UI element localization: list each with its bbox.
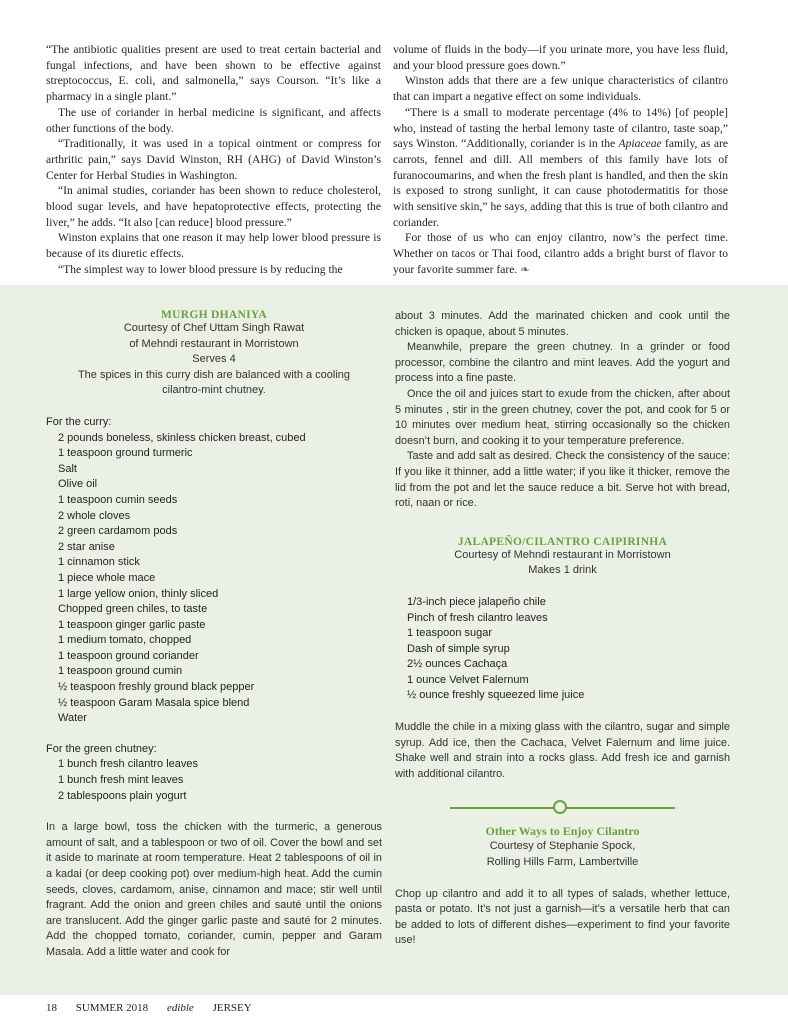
recipes-panel [0,285,788,995]
ingredient-item: 2 star anise [58,540,115,553]
recipe-method-left [46,820,382,960]
ingredient-item: Water [58,712,87,725]
article-paragraph: “In animal studies, coriander has been shown to reduce cholesterol, blood sugar levels, and have hepatoprotective effects, protecting the liver,” he adds. “It also [can reduce] blood pressure.” [46,184,381,229]
ingredient-item: 2 green cardamom pods [58,525,178,538]
article-paragraph [393,230,728,278]
ingredient-item: ½ teaspoon Garam Masala spice blend [58,696,250,709]
ingredient-item: 1 medium tomato, chopped [58,634,192,647]
article-paragraph: “The antibiotic qualities present are used to treat certain bacterial and fungal infections, and have been shown to be effective against streptococcus, E. coli, and salmonella,” says Courson. “It’s like a pharmacy in a single plant.” [46,43,381,104]
article-section [0,0,788,285]
ingredient-item: 1 large yellow onion, thinly sliced [58,587,219,600]
ingredient-item: 2½ ounces Cachaça [407,658,508,671]
recipe-title: MURGH DHANIYA [160,309,268,321]
ingredient-item: 1 piece whole mace [58,571,156,584]
article-paragraph: “Traditionally, it was used in a topical ointment or compress for arthritic pain,” says David Winston, RH (AHG) of David Winston’s Center for Herbal Studies in Washington. [46,137,381,182]
article-paragraph: “The simplest way to lower blood pressure is by reducing the [58,262,343,276]
brand-name: edible [166,1002,194,1014]
article-column-left [46,42,381,278]
chutney-heading: For the green chutney: [46,742,157,755]
recipe-credit: of Mehndi restaurant in Morristown [129,337,299,350]
ingredient-item: ½ ounce freshly squeezed lime juice [407,689,585,702]
ingredient-item: 1 teaspoon ginger garlic paste [58,618,206,631]
section-divider [395,800,730,816]
ingredient-item: 2 whole cloves [58,509,131,522]
ingredient-item: Salt [58,462,77,475]
article-paragraph: The use of coriander in herbal medicine is significant, and affects other functions of the body. [46,105,381,135]
method-paragraph: Muddle the chile in a mixing glass with the cilantro, sugar and simple syrup. Add ice, then the Cachaca, Velvet Falernum and lime juice. Shake well and strain into a rocks glass. Add fresh ice and garnish with additional cilantro. [395,721,730,780]
article-column-right [393,42,728,279]
page-number: 18 [46,1002,57,1014]
recipe-title: JALAPEÑO/CILANTRO CAIPIRINHA [457,535,668,548]
ingredient-item: 2 tablespoons plain yogurt [58,789,187,802]
chutney-ingredient-list [46,757,382,804]
end-mark-icon: ❧ [520,263,530,276]
other-ways-text: Chop up cilantro and add it to all types of salads, whether lettuce, pasta or potato. It’s not just a garnish—it’s a versatile herb that can be added to lots of different dishes—experiment to find your favorite use! [395,887,730,947]
method-paragraph: Once the oil and juices start to exude from the chicken, after about 5 minutes , stir in the green chutney, cover the pot, and cook for 5 or 10 minutes over medium heat, stirring occasionally so the chicken doesn’t burn, and cooking it to your temperature preference. [395,387,730,447]
recipe-serves: Serves 4 [192,353,236,366]
page-footer [46,1002,268,1014]
cocktail-ingredient-list [395,595,730,704]
ingredient-item: 1/3-inch piece jalapeño chile [407,595,546,608]
recipe-makes: Makes 1 drink [528,564,597,577]
ingredient-item: Dash of simple syrup [407,642,510,655]
ingredient-item: 1 teaspoon sugar [407,627,493,640]
brand-region: JERSEY [212,1002,252,1014]
article-text: family, as are carrots, fennel and dill. All members of this family have lots of furanocoumarins, and when the fresh plant is handled, and then the skin is exposed to strong sunlight, it can cause photodermatitis for those with sensitive skin,” he says, adding that this is true of both cilantro and coriander. [393,137,728,229]
curry-ingredient-list [46,431,382,727]
recipe-method-right [395,309,730,512]
curry-heading: For the curry: [46,415,112,428]
recipe-credit: Courtesy of Mehndi restaurant in Morristown [454,548,671,561]
ingredient-item: 1 cinnamon stick [58,556,140,569]
ingredient-item: 1 teaspoon ground coriander [58,649,199,662]
ingredient-item: 1 teaspoon ground turmeric [58,447,193,460]
article-text: For those of us who can enjoy cilantro, now’s the perfect time. Whether on tacos or Thai food, cilantro adds a bright burst of flavor to your favorite summer fare. [393,231,728,276]
other-ways-title: Other Ways to Enjoy Cilantro [485,824,640,839]
divider-circle-icon [553,800,567,814]
ingredient-item: 1 teaspoon cumin seeds [58,493,178,506]
cocktail-method [395,720,730,782]
article-paragraph: Winston adds that there are a few unique characteristics of cilantro that can impart a negative effect on some individuals. [393,74,728,104]
method-paragraph: Taste and add salt as desired. Check the consistency of the sauce: If you like it thinner, add a little water; if you like it thicker, remove the lid from the pot and let the sauce reduce a bit. Serve hot with bread, roti, naan or rice. [395,450,730,510]
method-paragraph: about 3 minutes. Add the marinated chicken and cook until the chicken is opaque, about 5 minutes. [395,310,730,338]
method-paragraph: In a large bowl, toss the chicken with the turmeric, a generous amount of salt, and a tablespoon or two of oil. Cover the bowl and set it aside to marinate at room temperature. Heat 2 tablespoons of oil in a kadai (or deep cooking pot) over medium-high heat. Add the cumin seeds, cloves, cardamom, anise, cinnamon and mace; stir well until fragrant. Add the onion and green chiles and sauté until the onions are translucent. Add the ginger garlic paste and sauté for 2 minutes. Add the chopped tomato, coriander, cumin, pepper and Garam Masala. Add a little water and cook for [46,821,382,958]
article-paragraph [393,105,728,231]
article-paragraph: Winston explains that one reason it may help lower blood pressure is because of its diuretic effects. [46,231,381,261]
ingredient-item: Olive oil [58,478,98,491]
ingredient-item: ½ teaspoon freshly ground black pepper [58,681,255,694]
issue-label: SUMMER 2018 [75,1002,149,1014]
ingredient-item: 1 ounce Velvet Falernum [407,673,529,686]
family-name: Apiaceae [618,137,662,151]
other-ways-credit: Rolling Hills Farm, Lambertville [486,856,639,869]
recipe-credit: Courtesy of Chef Uttam Singh Rawat [123,322,305,334]
magazine-brand [167,1002,268,1014]
ingredient-item: Chopped green chiles, to taste [58,603,208,616]
recipe-column-right [395,309,730,949]
other-ways-credit: Courtesy of Stephanie Spock, [489,840,636,853]
article-paragraph: volume of fluids in the body—if you urinate more, you have less fluid, and your blood pressure goes down.” [393,43,728,72]
method-paragraph: Meanwhile, prepare the green chutney. In a grinder or food processor, combine the cilantro and mint leaves. Add the yogurt and process into a fine paste. [395,341,730,385]
article-text: “There is a small to moderate percentage (4% to 14%) [of people] who, instead of tasting the herbal lemony taste of cilantro, taste soap,” says Winston. “Additionally, coriander is in the [393,105,728,151]
ingredient-item: 1 bunch fresh cilantro leaves [58,758,199,771]
recipe-column-left [46,309,382,961]
ingredient-item: Pinch of fresh cilantro leaves [407,611,548,624]
other-ways-body [395,887,730,949]
ingredient-item: 1 teaspoon ground cumin [58,665,183,678]
ingredient-item: 2 pounds boneless, skinless chicken breast, cubed [58,431,306,444]
recipe-intro: The spices in this curry dish are balanced with a cooling cilantro-mint chutney. [77,368,351,397]
ingredient-item: 1 bunch fresh mint leaves [58,774,184,787]
